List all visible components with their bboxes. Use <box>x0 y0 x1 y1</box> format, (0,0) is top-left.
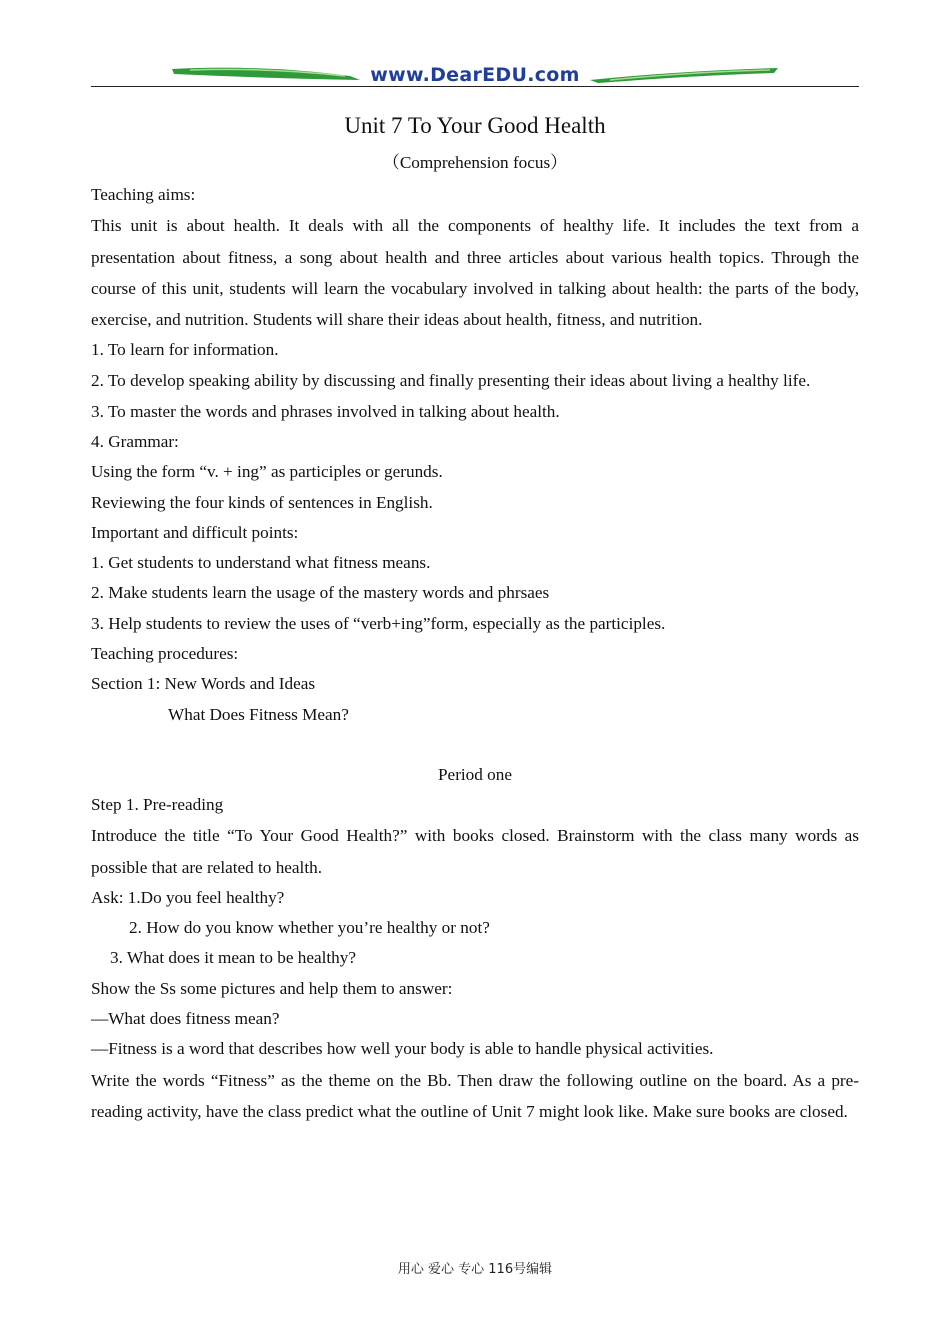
ask-question: 3. What does it mean to be healthy? <box>110 948 356 968</box>
spacer <box>91 730 859 760</box>
intro-paragraph: This unit is about health. It deals with all the components of healthy life. It includes the text from a presentation about fitness, a song about health and three articles about various health topics. Through the course of this unit, students will learn the vocabulary involved in talking about health: the parts of the body, exercise, and nutrition. Students will share their ideas about health, fitness, and nutrition. <box>91 216 859 329</box>
site-brand[interactable]: www.DearEDU.com <box>370 64 580 86</box>
aim-item: 4. Grammar: <box>91 431 179 451</box>
step-heading: Step 1. Pre-reading <box>91 795 224 815</box>
document-body <box>91 108 859 1127</box>
final-paragraph: Write the words “Fitness” as the theme on the Bb. Then draw the following outline on the board. As a pre-reading activity, have the class predict what the outline of Unit 7 might look like. Make sure books are closed. <box>91 1070 859 1121</box>
show-instruction: Show the Ss some pictures and help them to answer: <box>91 978 453 998</box>
aim-item: Reviewing the four kinds of sentences in English. <box>91 492 433 512</box>
ask-question: 2. How do you know whether you’re healthy or not? <box>129 918 490 938</box>
aim-item: 3. To master the words and phrases involved in talking about health. <box>91 401 560 421</box>
step-paragraph: Introduce the title “To Your Good Health?” with books closed. Brainstorm with the class many words as possible that are related to health. <box>91 826 859 877</box>
header-rule <box>91 86 859 87</box>
teaching-aims-heading: Teaching aims: <box>91 185 196 204</box>
period-heading: Period one <box>438 764 512 784</box>
points-heading: Important and difficult points: <box>91 522 299 542</box>
section-subheading: What Does Fitness Mean? <box>168 704 349 724</box>
procedures-heading: Teaching procedures: <box>91 643 239 663</box>
dialogue-question: —What does fitness mean? <box>91 1009 280 1029</box>
page-subtitle: （Comprehension focus） <box>382 153 568 172</box>
page-footer: 用心 爱心 专心 116号编辑 <box>397 1262 553 1277</box>
point-item: 2. Make students learn the usage of the mastery words and phrsaes <box>91 583 550 603</box>
ask-question: Ask: 1.Do you feel healthy? <box>91 887 285 907</box>
aim-item: 1. To learn for information. <box>91 340 279 360</box>
dialogue-answer: —Fitness is a word that describes how well your body is able to handle physical activities. <box>91 1039 714 1059</box>
point-item: 3. Help students to review the uses of “verb+ing”form, especially as the participles. <box>91 613 666 633</box>
page-title: Unit 7 To Your Good Health <box>344 113 606 138</box>
point-item: 1. Get students to understand what fitness means. <box>91 553 431 573</box>
aim-item: 2. To develop speaking ability by discussing and finally presenting their ideas about living a healthy life. <box>91 371 811 391</box>
aim-item: Using the form “v. + ing” as participles or gerunds. <box>91 462 443 482</box>
section-heading: Section 1: New Words and Ideas <box>91 674 316 694</box>
